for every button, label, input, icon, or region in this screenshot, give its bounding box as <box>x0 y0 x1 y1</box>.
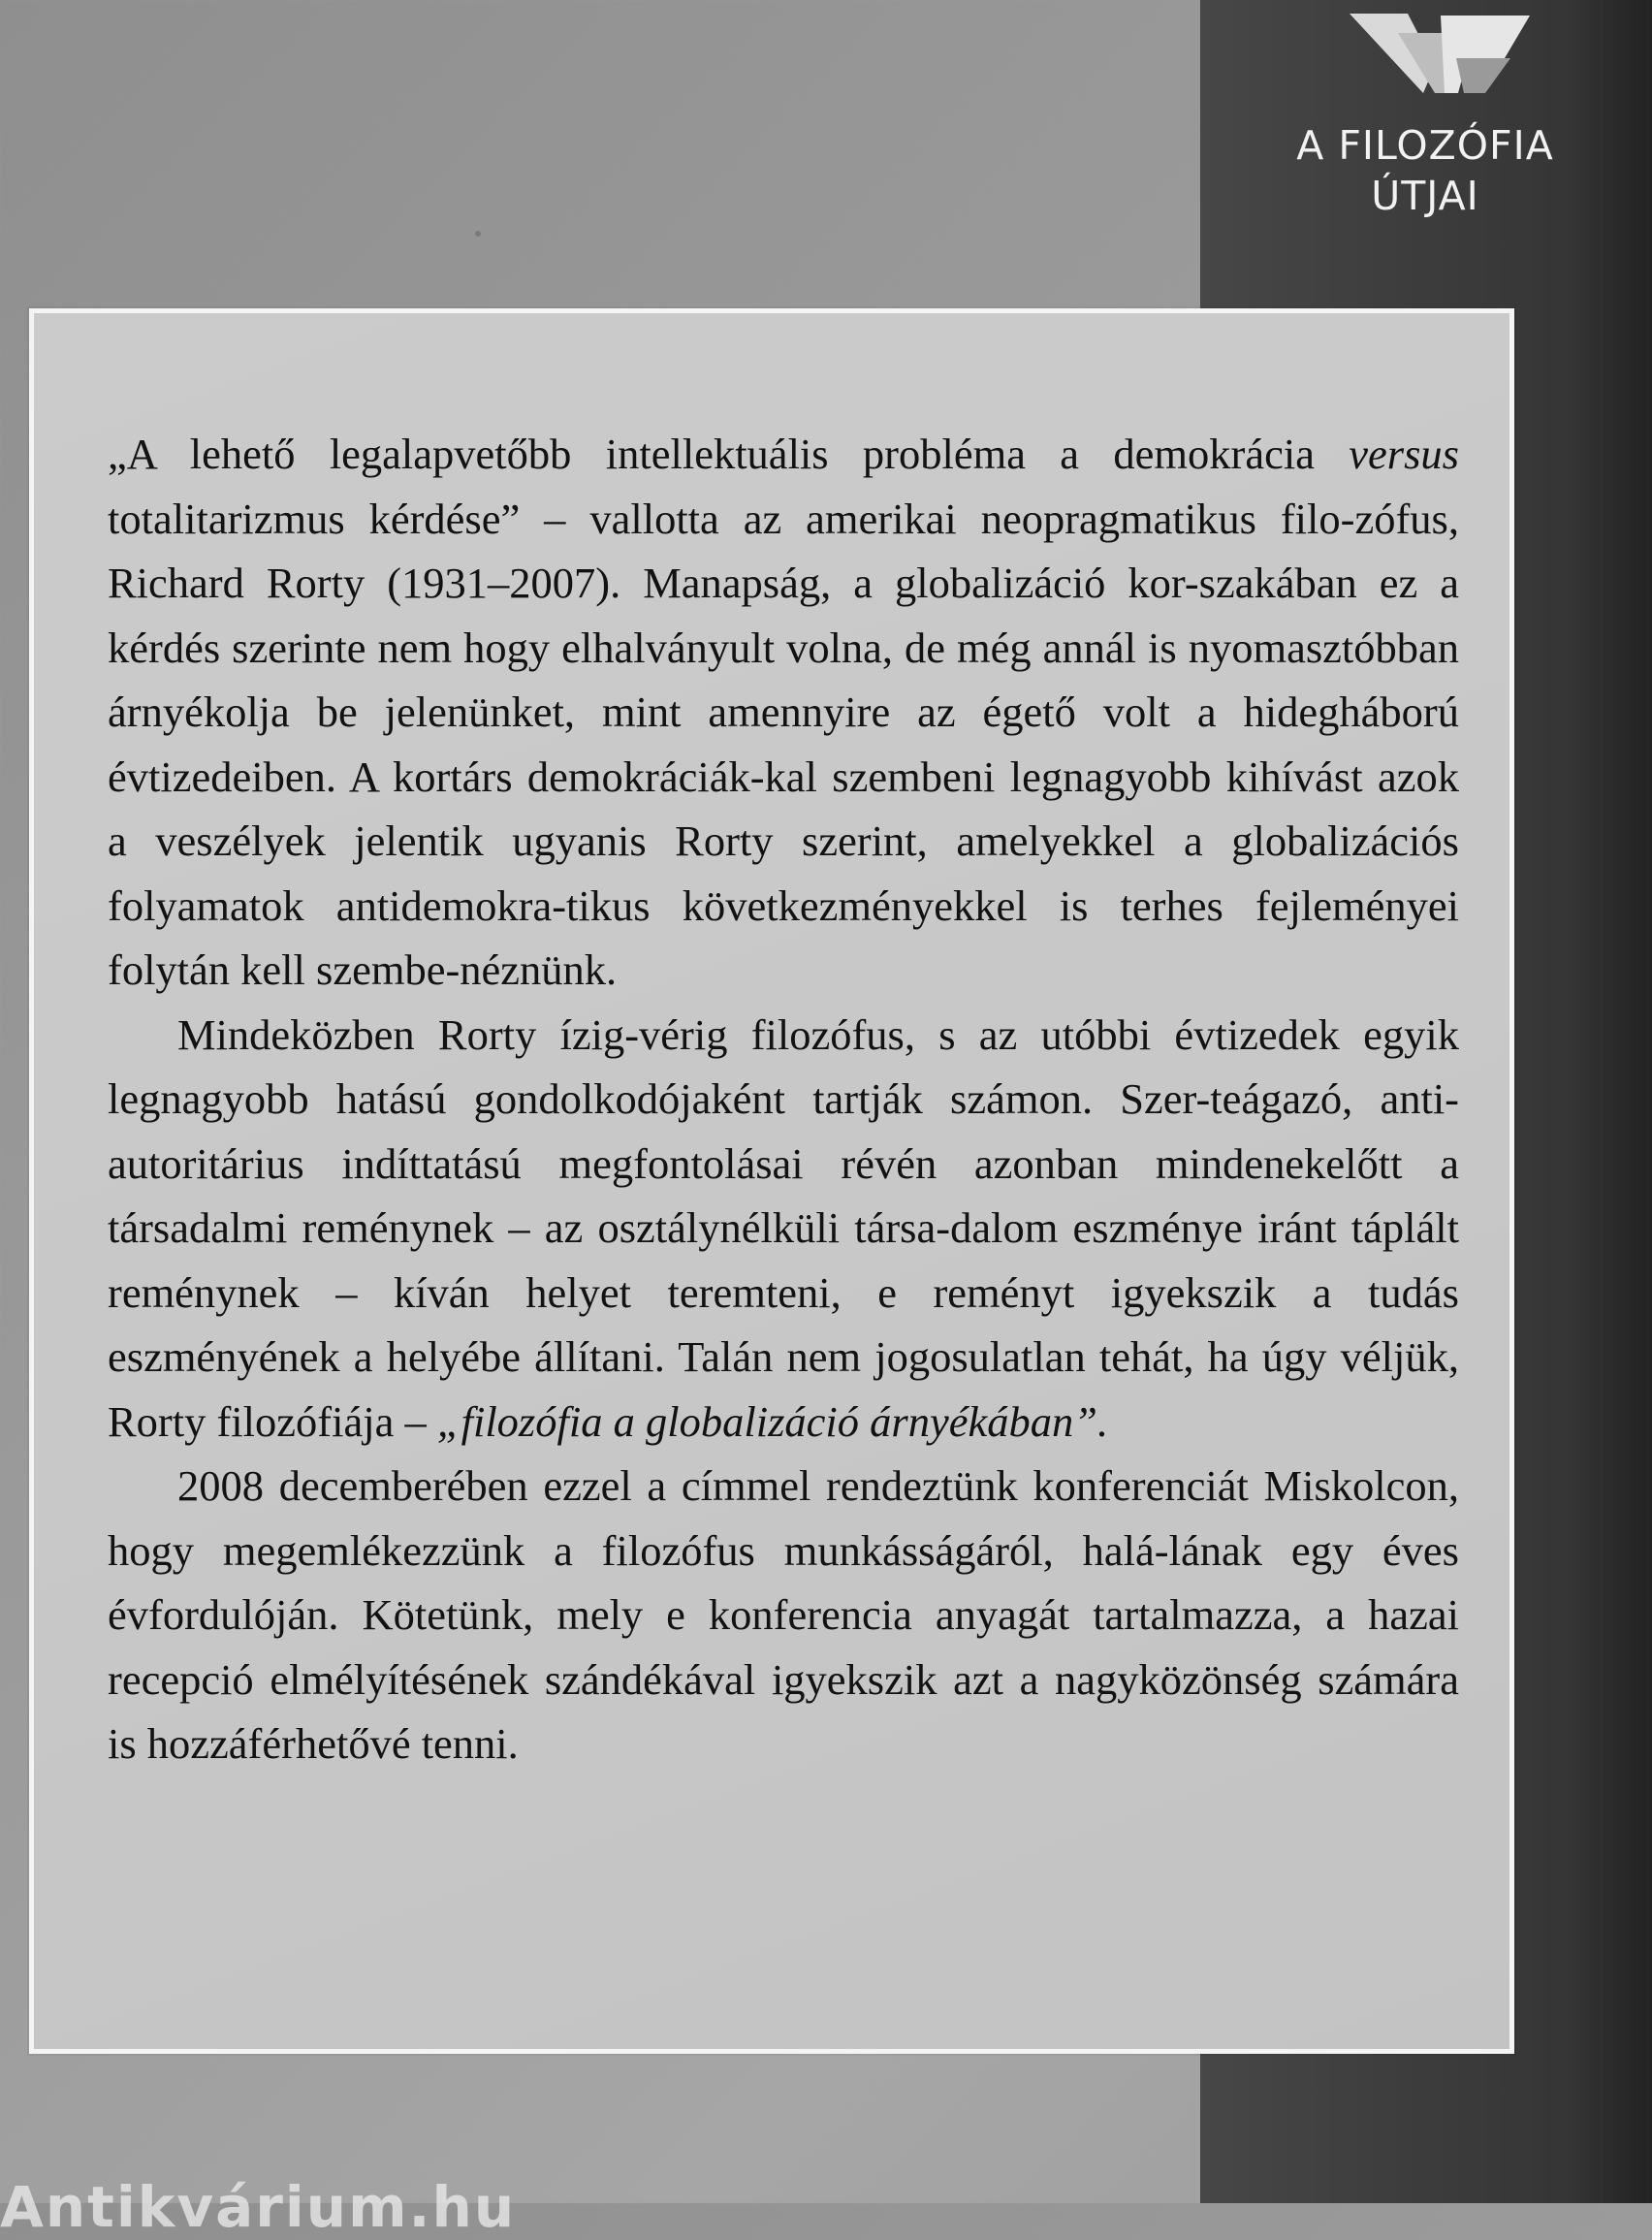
blurb-panel <box>29 308 1514 2054</box>
blurb-paragraph-2 <box>108 1003 1459 1455</box>
paragraph-1-emphasis: versus <box>1349 430 1459 478</box>
series-title-line-1: A FILOZÓFIA <box>1296 122 1554 169</box>
blurb-paragraph-3: 2008 decemberében ezzel a címmel rendeztünk konferenciát Miskolcon, hogy megemlékezzünk a filozófus munkásságáról, halá-lának egy éves évfordulóján. Kötetünk, mely e konferencia anyagát tartalmazza, a hazai recepció elmélyítésének szándékával igyekszik azt a nagyközönség számára is hozzáférhetővé tenni. <box>108 1461 1459 1768</box>
blurb-text <box>108 422 1459 1776</box>
paragraph-1-part-a: „A lehető legalapvetőbb intellektuális probléma a demokrácia <box>108 430 1350 478</box>
paragraph-1-part-b: totalitarizmus kérdése” – vallotta az amerikai neopragmatikus filo-zófus, Richard Rorty (1931–2007). Manapság, a globalizáció kor-szakában ez a kérdés szerinte nem hogy elhalványult volna, de még annál is nyomasztóbban árnyékolja be jelenünket, mint amennyire az égető volt a hidegháború évtizedeiben. A kortárs demokráciák-kal szembeni legnagyobb kihívást azok a veszélyek jelentik ugyanis Rorty szerint, amelyekkel a globalizációs folyamatok antidemokra-tikus következményekkel is terhes fejleményei folytán kell szembe-néznünk. <box>108 494 1459 994</box>
paragraph-2-emphasis: „filozófia a globalizáció árnyékában”. <box>436 1396 1109 1446</box>
blurb-paragraph-1 <box>108 422 1459 1003</box>
speck <box>475 231 481 237</box>
book-edge-shadow <box>1571 0 1652 2203</box>
series-title <box>1260 120 1590 221</box>
watermark: Antikvárium.hu <box>0 2174 517 2240</box>
stylized-wt-logo-icon <box>1340 0 1534 107</box>
paragraph-2-part-a: Mindeközben Rorty ízig-vérig filozófus, s az utóbbi évtizedek egyik legnagyobb hatású gondolkodójaként tartják számon. Szer-teágazó, anti-autoritárius indíttatású megfontolásai révén azonban mindenekelőtt a társadalmi reménynek – az osztálynélküli társa-dalom eszménye iránt táplált reménynek – kíván helyet teremteni, e reményt igyekszik a tudás eszményének a helyébe állítani. Talán nem jogosulatlan tehát, ha úgy véljük, Rorty filozófiája – <box>108 1009 1459 1446</box>
series-title-line-2: ÚTJAI <box>1371 173 1479 219</box>
